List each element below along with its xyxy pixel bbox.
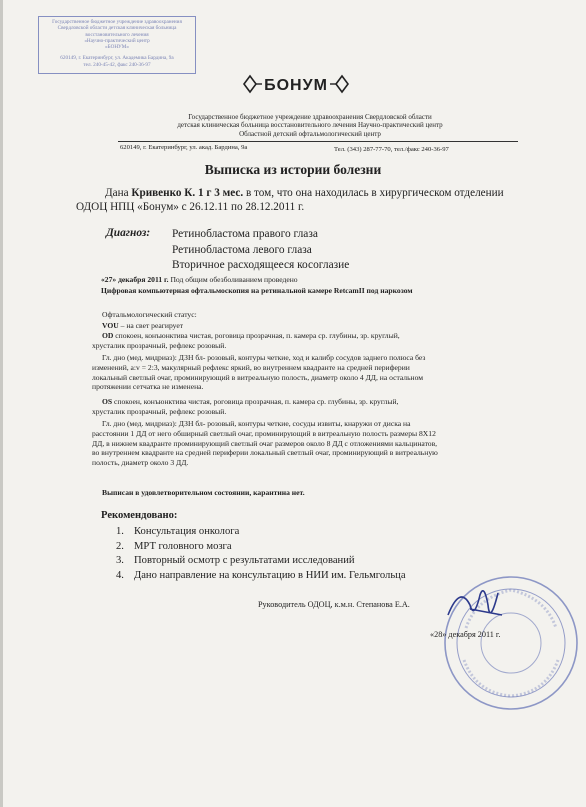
os-line-2: хрусталик прозрачный, рефлекс розовый. <box>92 407 227 416</box>
os-label: OS <box>102 397 113 406</box>
diagnosis-item: Ретинобластома левого глаза <box>172 243 312 256</box>
institution-header <box>150 113 470 138</box>
handwritten-signature <box>440 575 510 635</box>
diagnosis-list <box>172 227 349 274</box>
institution-stamp <box>38 16 196 74</box>
recommendation-item: 2. МРТ головного мозга <box>116 540 232 552</box>
document-title: Выписка из истории болезни <box>204 162 382 177</box>
signature-line: Руководитель ОДОЦ, к.м.н. Степанова Е.А. <box>258 600 410 609</box>
stamp-line: «Научно-практический центр <box>84 37 150 44</box>
stamp-line: Государственное бюджетное учреждение здравоохранения <box>52 19 182 25</box>
bonum-logo <box>240 72 352 96</box>
intro-line-2: ОДОЦ НПЦ «Бонум» с 26.12.11 по 28.12.2011 г. <box>76 201 305 213</box>
od-line: OD спокоен, конъюнктива чистая, роговица прозрачная, п. камера ср. глубины, зр. круглый, <box>92 331 400 341</box>
exam-date-line: «27» декабря 2011 г. Под общим обезболиванием проведено <box>101 275 298 284</box>
os-fundus: Гл. дно (мед. мидриаз): ДЗН бл- розовый, контуры четкие, сосуды извиты, кнаружи от диска на расстоянии 1 ДД от него обширный светлый очаг, проминирующий в витреальную полость размеры 8Х12 ДД, в нижнем квадранте проминирующий светлый очаг размеров около 8 ДД с отложениями кальцинатов, во внутреннем квадранте на средней периферии локальный светлый очаг, проминирующий в витреальную полость, диаметр около 3 ДД. <box>92 419 438 468</box>
recommendation-item: 3. Повторный осмотр с результатами исследований <box>116 555 355 567</box>
exam-procedure: Цифровая компьютерная офтальмоскопия на ретинальной камере RetcamII под наркозом <box>101 286 413 295</box>
patient-name: Кривенко К. 1 г 3 мес. <box>131 187 244 199</box>
vou-line: VOU – на свет реагирует <box>102 321 184 330</box>
address: 620149, г. Екатеринбург, ул. акад. Бардина, 9а <box>120 144 248 151</box>
logo-text: БОНУМ <box>264 77 328 94</box>
discharge-line: Выписан в удовлетворительном состоянии, карантина нет. <box>102 488 305 497</box>
stamp-line: Свердловской области детская клиническая больница <box>57 25 177 32</box>
inst-line: Государственное бюджетное учреждение здравоохранения Свердловской области <box>188 113 432 121</box>
status-heading: Офтальмологический статус: <box>102 310 197 319</box>
stamp-line: 620149, г. Екатеринбург, ул. Академика Бардина, 9а <box>60 55 174 62</box>
diagnosis-item: Вторичное расходящееся косоглазие <box>172 259 350 272</box>
intro-line: Дана Кривенко К. 1 г 3 мес. в том, что она находилась в хирургическом отделении <box>105 187 504 199</box>
exam-date: «27» декабря 2011 г. <box>101 275 169 284</box>
stamp-line: «БОНУМ» <box>105 44 129 51</box>
diagnosis-item: Ретинобластома правого глаза <box>172 228 318 240</box>
diagnosis-label: Диагноз: <box>106 227 151 239</box>
recommendations-heading: Рекомендовано: <box>101 510 178 521</box>
od-fundus: Гл. дно (мед. мидриаз): ДЗН бл- розовый, контуры четкие, ход и калибр сосудов заднего полюса без изменений, a:v = 2:3, макулярный рефлекс яркий, во внутреннем квадранте на средней периферии локальный светлый очаг, проминирующий в витреальную полость, диаметр около 4 ДД, на остальном протяжении сетчатка не изменена. <box>92 353 426 392</box>
signature-date: «28» декабря 2011 г. <box>430 630 501 639</box>
phone: Тел. (343) 287-77-70, тел./факс 240-36-97 <box>334 146 449 153</box>
stamp-line: восстановительного лечения <box>85 31 149 38</box>
recommendation-item: 4. Дано направление на консультацию в НИИ им. Гельмгольца <box>116 569 406 581</box>
inst-line: детская клиническая больница восстановительного лечения Научно-практический центр <box>177 121 443 130</box>
header-divider <box>118 141 518 142</box>
stamp-line: тел. 240-45-42, факс 240-36-97 <box>83 61 151 68</box>
scan-edge <box>0 0 3 807</box>
recommendations-list <box>116 525 406 583</box>
inst-line: Областной детский офтальмологический центр <box>239 129 381 138</box>
od-label: OD <box>102 331 114 340</box>
vou-label: VOU <box>102 321 119 330</box>
recommendation-item: 1. Консультация онколога <box>116 526 240 537</box>
os-line: OS спокоен, конъюнктива чистая, роговица прозрачная, п. камера ср. глубины, зр. круглый, <box>92 397 398 407</box>
od-line-2: хрусталик прозрачный, рефлекс розовый. <box>92 341 227 350</box>
